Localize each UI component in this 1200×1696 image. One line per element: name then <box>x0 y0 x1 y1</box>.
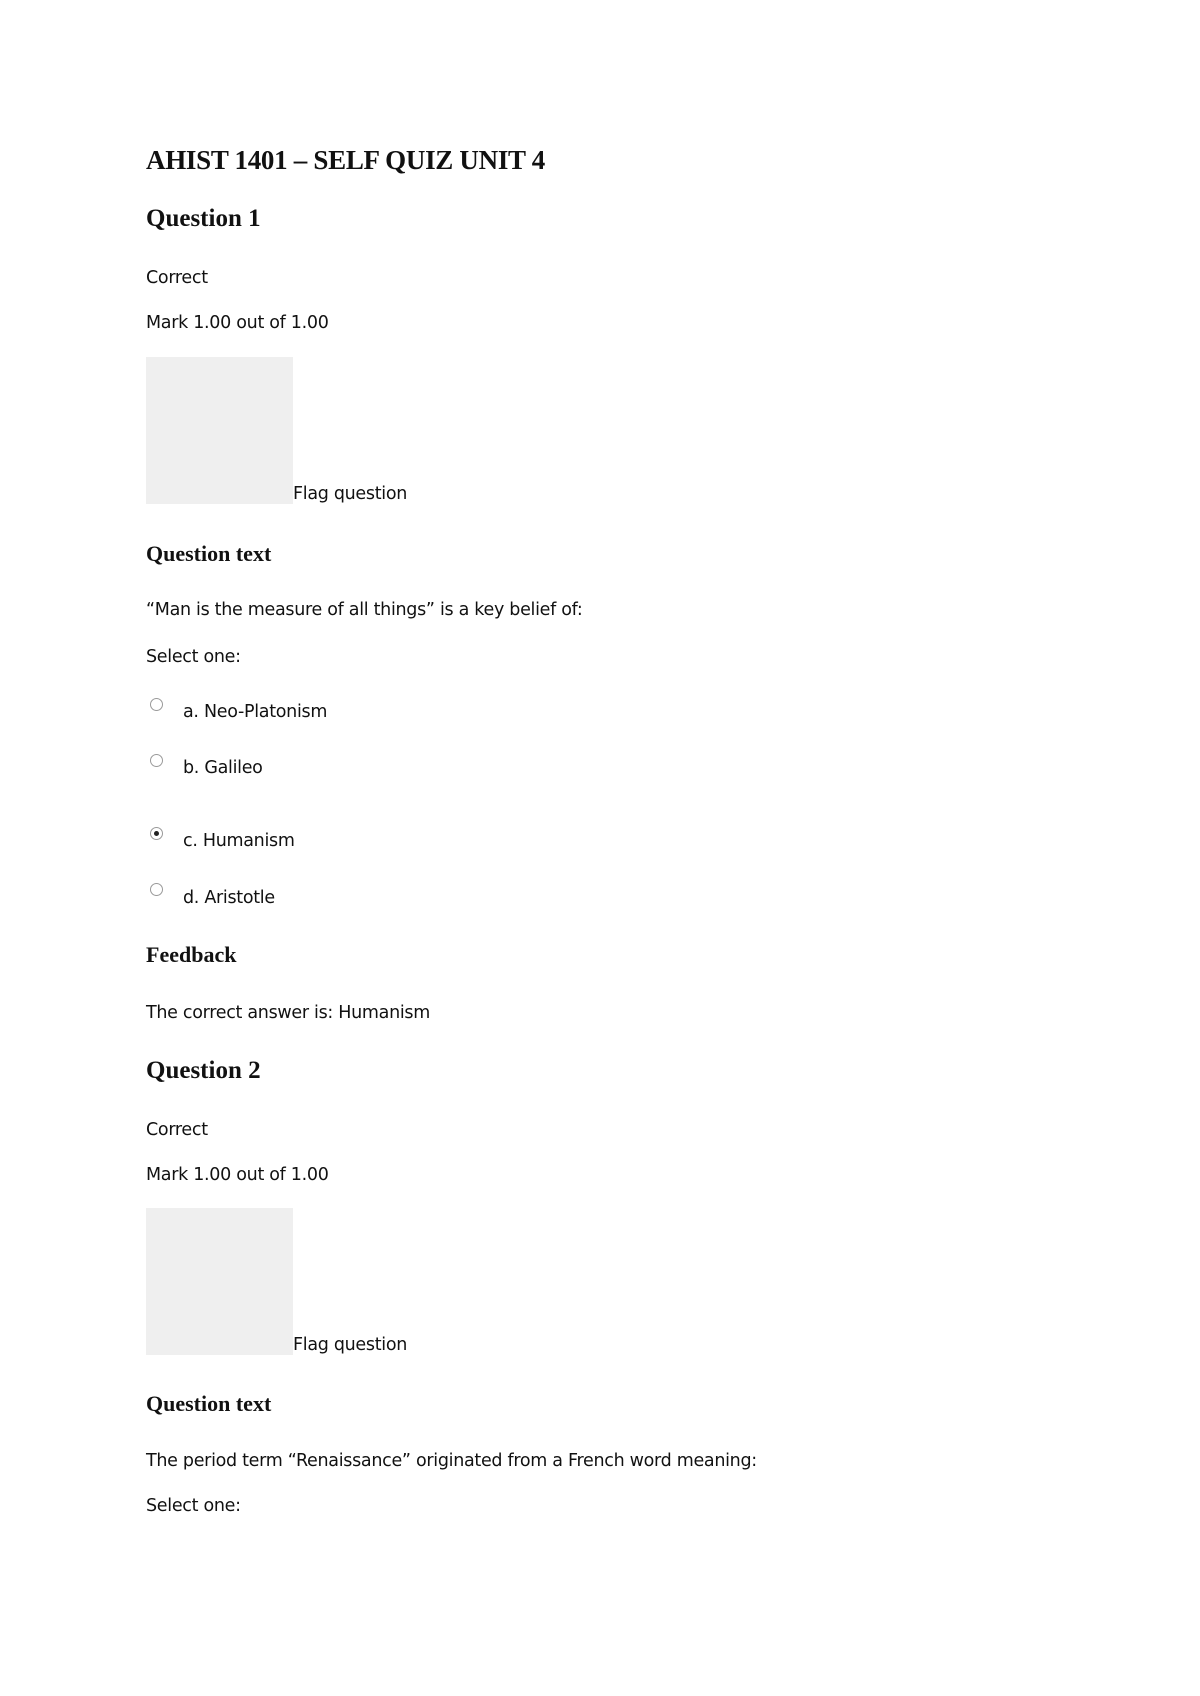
question-1-mark: Mark 1.00 out of 1.00 <box>146 313 329 333</box>
question-2-heading: Question 2 <box>146 1057 261 1084</box>
feedback-heading: Feedback <box>146 942 237 967</box>
option-d-radio[interactable] <box>150 883 163 896</box>
flag-question-link[interactable]: Flag question <box>293 1335 408 1355</box>
option-b-radio[interactable] <box>150 754 163 767</box>
flag-icon[interactable] <box>146 357 293 504</box>
option-b-label[interactable]: b. Galileo <box>183 758 263 778</box>
question-2-mark: Mark 1.00 out of 1.00 <box>146 1165 329 1185</box>
option-c-radio[interactable] <box>150 827 163 840</box>
option-a-label[interactable]: a. Neo-Platonism <box>183 702 328 722</box>
question-2-text: The period term “Renaissance” originated from a French word meaning: <box>146 1451 757 1471</box>
option-a-radio[interactable] <box>150 698 163 711</box>
question-2-select-label: Select one: <box>146 1496 241 1516</box>
feedback-text: The correct answer is: Humanism <box>146 1003 430 1023</box>
option-c-label[interactable]: c. Humanism <box>183 831 295 851</box>
question-2-status: Correct <box>146 1120 208 1140</box>
question-1-select-label: Select one: <box>146 647 241 667</box>
flag-icon[interactable] <box>146 1208 293 1355</box>
question-1-text: “Man is the measure of all things” is a key belief of: <box>146 600 583 620</box>
question-1-heading: Question 1 <box>146 205 261 232</box>
page-title: AHIST 1401 – SELF QUIZ UNIT 4 <box>146 145 545 175</box>
question-1-text-heading: Question text <box>146 541 272 566</box>
option-d-label[interactable]: d. Aristotle <box>183 888 275 908</box>
flag-question-link[interactable]: Flag question <box>293 484 408 504</box>
question-2-text-heading: Question text <box>146 1391 272 1416</box>
question-1-status: Correct <box>146 268 208 288</box>
